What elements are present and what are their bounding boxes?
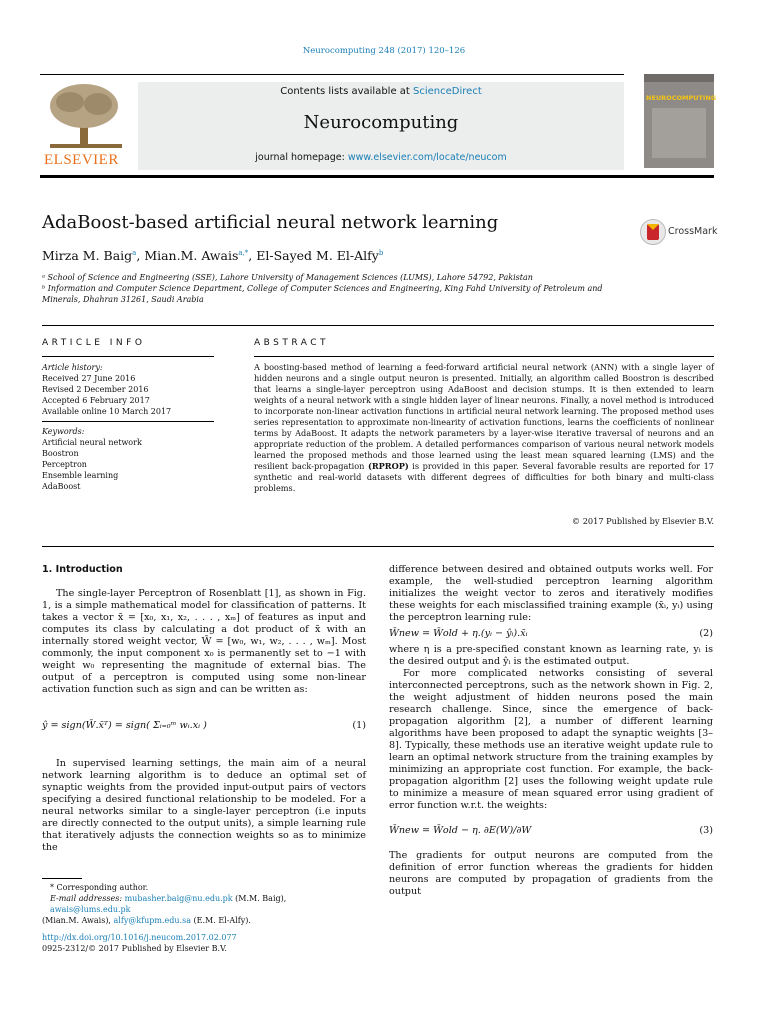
equation-1-body: ŷ = sign(W̄.x̄ᵀ) = sign( Σᵢ₌₀ᵐ wᵢ.xᵢ ) [42, 720, 207, 731]
footnote-rule [42, 878, 82, 879]
equation-3 [389, 820, 713, 842]
abstract-heading: ABSTRACT [254, 338, 330, 348]
footnote [42, 882, 366, 954]
email-link[interactable]: mubasher.baig@nu.edu.pk [124, 894, 233, 903]
abstract-part-1: A boosting-based method of learning a feed-forward artificial neural network (ANN) with a single layer of hidden neurons and a single output neuron is presented. Initially, an algorithm called Boostron is described that learns a single-layer perceptron using AdaBoost and decision stumps. It is then extended to learn weights of a neural network with a single hidden layer of linear neurons. Finally, a novel method is introduced to incorporate non-linear activation functions in artificial neural network learning. The proposed method uses series representation to approximate non-linearity of activation functions, learns the coefficients of nonlinear terms by AdaBoost. It adapts the network parameters by a layer-wise iterative traversal of neurons and an appropriate reduction of the problem. A detailed performances comparison of various neural network models learned the proposed methods and those learned using the least mean squared learning (LMS) and the resilient back-propagation [254, 362, 714, 471]
sciencedirect-link[interactable]: ScienceDirect [413, 86, 482, 97]
homepage-prefix: journal homepage: [255, 152, 345, 163]
crossmark-icon [640, 218, 666, 246]
author-list: Mirza M. Baig$^a$, Mian.M. Awais$^{a,*}$, El-Sayed M. El-Alfy$^b$ [42, 248, 384, 263]
affiliation-b: ᵇ Information and Computer Science Department, College of Computer Sciences and Engineering, King Fahd University of Petroleum and Minerals, Dhahran 31261, Saudi Arabia [42, 284, 603, 304]
history-revised: Revised 2 December 2016 [42, 385, 149, 394]
journal-homepage-link[interactable]: www.elsevier.com/locate/neucom [347, 152, 507, 163]
abstract-copyright: © 2017 Published by Elsevier B.V. [571, 516, 714, 526]
author-name[interactable]: Mian.M. Awais [144, 248, 239, 263]
keyword-item: Perceptron [42, 460, 87, 469]
affiliations [42, 272, 632, 305]
header-top-rule [40, 74, 624, 75]
email-owner: (M.M. Baig), [235, 894, 287, 903]
equation-3-number: (3) [699, 825, 713, 836]
paragraph-5: For more complicated networks consisting of several interconnected perceptrons, such as the network shown in Fig. 2, the weight adjustment of hidden neurons posed the main research challenge. Since, since the emergence of back-propagation algorithm [2], a number of different learning algorithms have been proposed to adapt the synaptic weights [3–8]. Typically, these methods use an iterative weight update rule to learn an optimal network structure from the training examples by minimizing an appropriate cost function. For example, the back-propagation algorithm [2] uses the following weight update rule to minimize a measure of mean squared error using gradient of error function w.r.t. the weights: [389, 668, 713, 811]
journal-cover-image [644, 74, 717, 168]
affiliation-a: ᵃ School of Science and Engineering (SSE), Lahore University of Management Sciences (LUMS), Lahore 54792, Pakistan [42, 273, 533, 282]
equation-2 [389, 628, 713, 640]
keywords-label: Keywords: [42, 421, 214, 437]
body-left-column [42, 564, 366, 854]
equation-1-number: (1) [352, 720, 366, 731]
paragraph-4: where η is a pre-specified constant known as learning rate, yᵢ is the desired output and ŷᵢ is the estimated output. [389, 644, 713, 667]
paragraph-2: In supervised learning settings, the main aim of a neural network learning algorithm is to deduce an optimal set of synaptic weights from the provided input-output pairs of vectors specifying a desired functional relationship to be modeled. For a neural networks similar to a single-layer perceptron (i.e inputs are directly connected to the output units), a simple learning rule that iteratively adjusts the connection weights so as to minimize the [42, 758, 366, 853]
author-affiliation-marker[interactable]: b [378, 248, 384, 257]
elsevier-wordmark: ELSEVIER [44, 152, 119, 168]
keyword-item: Boostron [42, 449, 79, 458]
article-info-heading: ARTICLE INFO [42, 338, 146, 348]
issn-line: 0925-2312/© 2017 Published by Elsevier B.V. [42, 944, 227, 953]
journal-reference-link[interactable]: Neurocomputing 248 (2017) 120–126 [302, 46, 466, 56]
author-affiliation-marker[interactable]: a,* [238, 248, 249, 257]
contents-prefix: Contents lists available at [280, 86, 410, 97]
history-received: Received 27 June 2016 [42, 374, 136, 383]
history-accepted: Accepted 6 February 2017 [42, 396, 150, 405]
email-link[interactable]: awais@lums.edu.pk [50, 905, 131, 914]
header-bottom-rule [40, 175, 714, 178]
author-name[interactable]: Mirza M. Baig [42, 248, 133, 263]
cover-title: NEUROCOMPUTING [646, 94, 717, 102]
crossmark-badge[interactable] [640, 218, 730, 246]
body-right-column [389, 564, 713, 898]
email-label: E-mail addresses: [50, 894, 123, 903]
abstract-text [254, 362, 714, 494]
paragraph-6: The gradients for output neurons are computed from the definition of error function whereas the gradients for hidden neurons are computed by propagation of gradients from the output [389, 850, 713, 897]
abstract-bottom-rule [42, 546, 714, 547]
keyword-item: Ensemble learning [42, 471, 119, 480]
author-affiliation-marker[interactable]: a [132, 248, 137, 257]
abstract-rule [254, 356, 714, 357]
section-title: 1. Introduction [42, 564, 123, 575]
keyword-item: AdaBoost [42, 482, 81, 491]
equation-3-body: W̄new = W̄old − η. ∂E(W)/∂W [389, 825, 532, 836]
article-info-rule [42, 356, 214, 357]
equation-1 [42, 706, 366, 746]
author-name[interactable]: El-Sayed M. El-Alfy [256, 248, 379, 263]
article-info-block [42, 362, 214, 492]
homepage-line [138, 152, 624, 163]
doi-link[interactable]: http://dx.doi.org/10.1016/j.neucom.2017.02.077 [42, 933, 237, 942]
equation-2-body: W̄new = W̄old + η.(yᵢ − ŷᵢ).x̄ᵢ [389, 628, 528, 639]
journal-name: Neurocomputing [303, 112, 459, 133]
article-title: AdaBoost-based artificial neural network learning [42, 212, 499, 233]
paragraph-3: difference between desired and obtained outputs works well. For example, the well-studied perceptron learning algorithm initializes the weight vector to zeros and iteratively modifies these weights for each misclassified training example (x̄ᵢ, yᵢ) using the perceptron learning rule: [389, 564, 713, 623]
journal-banner [138, 82, 624, 170]
contents-line [138, 86, 624, 97]
crossmark-label: CrossMark [668, 226, 718, 237]
corresponding-author-note: * Corresponding author. [50, 883, 149, 892]
email-link[interactable]: alfy@kfupm.edu.sa [113, 916, 191, 925]
abstract-rprop: (RPROP) [367, 461, 409, 471]
equation-2-number: (2) [699, 628, 713, 639]
abstract-part-2: is provided in this paper. Several favorable results are reported for 17 synthetic and real-world datasets with different degrees of difficulties for both binary and multi-class problems. [254, 461, 715, 493]
paragraph-1: The single-layer Perceptron of Rosenblatt [1], as shown in Fig. 1, is a simple mathematical model for classification of patterns. It takes a vector x̄ = [x₀, x₁, x₂, . . . , xₘ] of features as input and computes its class by calculating a dot product of x̄ with an internally stored weight vector, W̄ = [w₀, w₁, w₂, . . . , wₘ]. Most commonly, the input component x₀ is permanently set to −1 with weight w₀ representing the magnitude of external bias. The output of a perceptron is computed using some non-linear activation function such as sign and can be written as: [42, 588, 366, 695]
email-owner: (Mian.M. Awais), [42, 916, 111, 925]
email-owner: (E.M. El-Alfy). [193, 916, 251, 925]
history-label: Article history: [42, 363, 103, 372]
history-online: Available online 10 March 2017 [42, 407, 172, 416]
keyword-item: Artificial neural network [42, 438, 142, 447]
affiliation-rule [42, 325, 714, 326]
